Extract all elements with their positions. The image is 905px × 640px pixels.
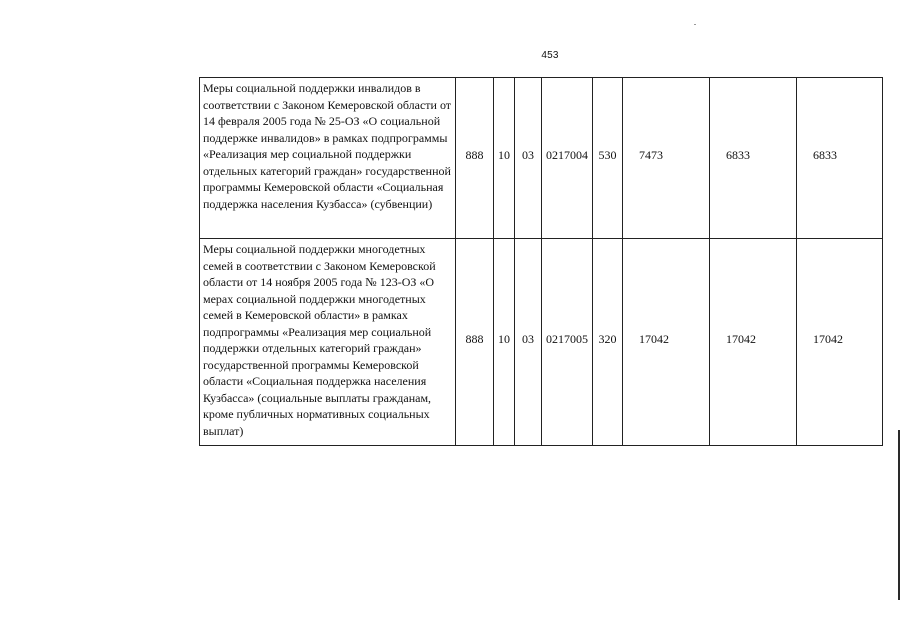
subsection-code: 03 (515, 239, 542, 446)
target-article-code: 0217004 (542, 78, 593, 239)
table-row (200, 78, 883, 239)
row-description: Меры социальной поддержки многодетных семей в соответствии с Законом Кемеровской области от 14 ноября 2005 года № 123-ОЗ «О мерах социальной поддержки многодетных семей в Кемеровской области» в рамках подпрограммы «Реализация мер социальной поддержки отдельных категорий граждан» государственной программы Кемеровской области «Социальная поддержка населения Кузбасса» (социальные выплаты гражданам, кроме публичных нормативных социальных выплат) (200, 239, 456, 446)
section-code: 10 (494, 239, 515, 446)
ministry-code: 888 (456, 78, 494, 239)
ministry-code: 888 (456, 239, 494, 446)
scan-edge-line (898, 430, 900, 600)
page-number: 453 (541, 50, 559, 61)
amount-year-3: 6833 (797, 78, 883, 239)
amount-year-1: 7473 (623, 78, 710, 239)
amount-year-2: 6833 (710, 78, 797, 239)
amount-year-1: 17042 (623, 239, 710, 446)
budget-table (199, 77, 883, 446)
scan-speck (694, 24, 696, 25)
row-description: Меры социальной поддержки инвалидов в соответствии с Законом Кемеровской области от 14 февраля 2005 года № 25-ОЗ «О социальной поддержке инвалидов» в рамках подпрограммы «Реализация мер социальной поддержки отдельных категорий граждан» государственной программы Кемеровской области «Социальная поддержка населения Кузбасса» (субвенции) (200, 78, 456, 239)
section-code: 10 (494, 78, 515, 239)
expense-type-code: 530 (593, 78, 623, 239)
amount-year-3: 17042 (797, 239, 883, 446)
amount-year-2: 17042 (710, 239, 797, 446)
expense-type-code: 320 (593, 239, 623, 446)
subsection-code: 03 (515, 78, 542, 239)
target-article-code: 0217005 (542, 239, 593, 446)
table-row (200, 239, 883, 446)
